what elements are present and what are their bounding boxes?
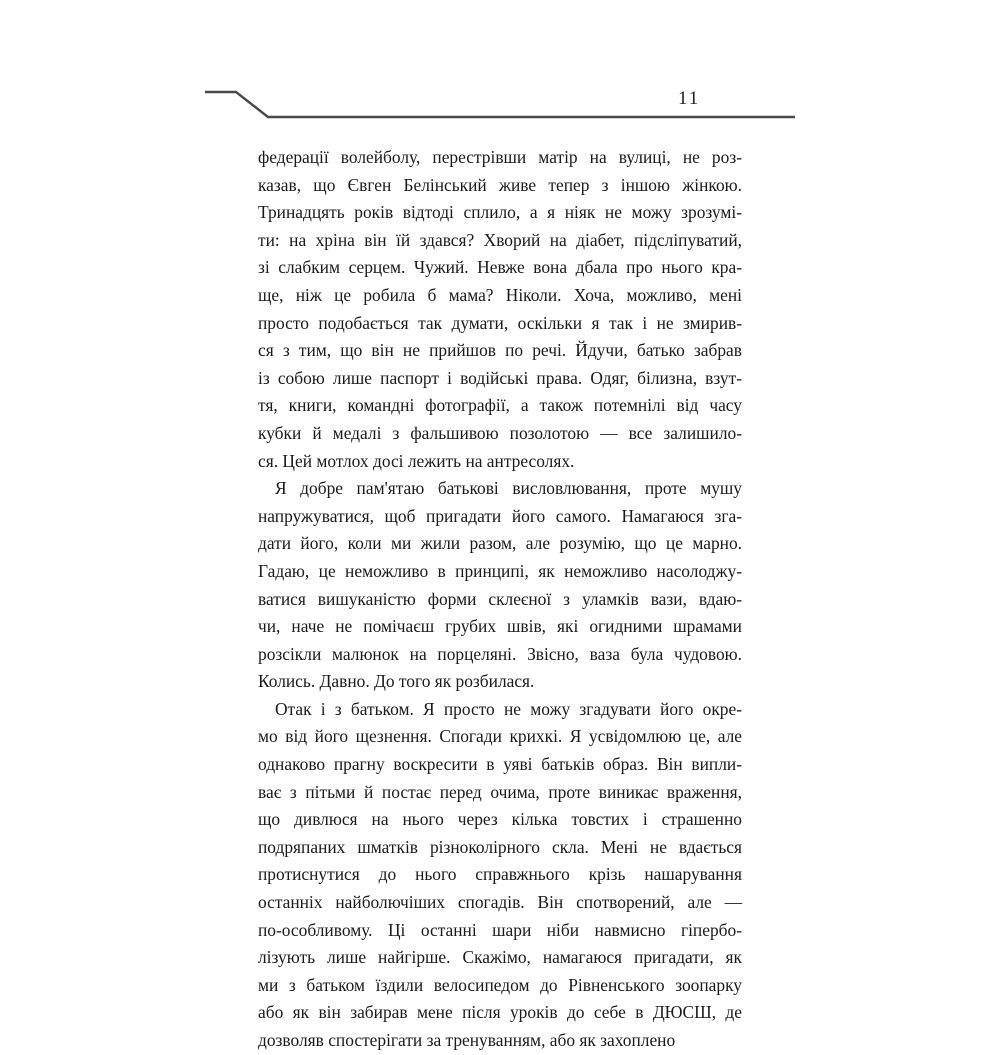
- text-line: протиснутися до нього справжнього крізь нашарування: [258, 864, 742, 885]
- text-line: дозволяв спостерігати за тренуванням, або як захоплено: [258, 1030, 676, 1050]
- text-line: мо від його щезнення. Спогади крихкі. Я усвідомлюю це, але: [258, 726, 742, 747]
- text-line: що дивлюся на нього через кілька товстих і страшенно: [258, 809, 742, 830]
- paragraph: [258, 144, 742, 475]
- text-line: Отак і з батьком. Я просто не можу згадувати його окре-: [275, 698, 742, 719]
- paragraph: [258, 475, 742, 696]
- text-line: розсікли малюнок на порцеляні. Звісно, ваза була чудовою.: [258, 643, 742, 664]
- text-line: Гадаю, це неможливо в принципі, як неможливо насолоджу-: [258, 560, 742, 581]
- text-line: Я добре пам'ятаю батькові висловлювання, проте мушу: [275, 478, 742, 499]
- text-line: ватися вишуканістю форми склеєної з уламків вази, вдаю-: [258, 588, 742, 609]
- text-line: тя, книги, командні фотографії, а також потемнілі від часу: [258, 395, 742, 416]
- text-line: ми з батьком їздили велосипедом до Рівненського зоопарку: [258, 974, 742, 995]
- text-line: лізують лише найгірше. Скажімо, намагаюся пригадати, як: [258, 947, 742, 968]
- text-line: ває з пітьми й постає перед очима, проте виникає враження,: [258, 781, 742, 802]
- text-line: кубки й медалі з фальшивою позолотою — все залишило-: [258, 422, 742, 443]
- header-rule: [0, 0, 1000, 140]
- text-line: по-особливому. Ці останні шари ніби навмисно гіпербо-: [258, 919, 742, 940]
- text-line: останніх найболючіших спогадів. Він спотворений, але —: [258, 892, 742, 913]
- text-line: федерації волейболу, перестрівши матір на вулиці, не роз-: [258, 147, 742, 167]
- text-line: дати його, коли ми жили разом, але розумію, що це марно.: [258, 533, 742, 554]
- text-line: подряпаних шматків різноколірного скла. Мені не вдається: [258, 836, 742, 857]
- text-line: Тринадцять років відтоді сплило, а я ніяк не можу зрозумі-: [258, 202, 742, 223]
- text-line: Колись. Давно. До того як розбилася.: [258, 671, 535, 692]
- text-line: просто подобається так думати, оскільки я так і не змирив-: [258, 312, 742, 333]
- text-line: із собою лише паспорт і водійські права. Одяг, білизна, взут-: [258, 367, 742, 388]
- text-line: або як він забирав мене після уроків до себе в ДЮСШ, де: [258, 1002, 742, 1023]
- text-line: ся. Цей мотлох досі лежить на антресолях.: [258, 450, 575, 471]
- text-line: ще, ніж це робила б мама? Ніколи. Хоча, можливо, мені: [258, 284, 742, 305]
- text-line: казав, що Євген Белінський живе тепер з іншою жінкою.: [258, 174, 742, 195]
- page-number: 11: [678, 88, 701, 109]
- text-line: напружуватися, щоб пригадати його самого. Намагаюся зга-: [258, 505, 742, 526]
- text-line: ти: на хріна він їй здався? Хворий на діабет, підсліпуватий,: [258, 229, 742, 250]
- paragraph: [258, 696, 742, 1055]
- text-line: ся з тим, що він не прийшов по речі. Йдучи, батько забрав: [258, 340, 742, 361]
- text-line: чи, наче не помічаєш грубих швів, які огидними шрамами: [258, 616, 742, 637]
- body-text: [258, 144, 742, 1055]
- text-line: зі слабким серцем. Чужий. Невже вона дбала про нього кра-: [258, 257, 742, 278]
- text-line: однаково прагну воскресити в уяві батьків образ. Він випли-: [258, 754, 742, 775]
